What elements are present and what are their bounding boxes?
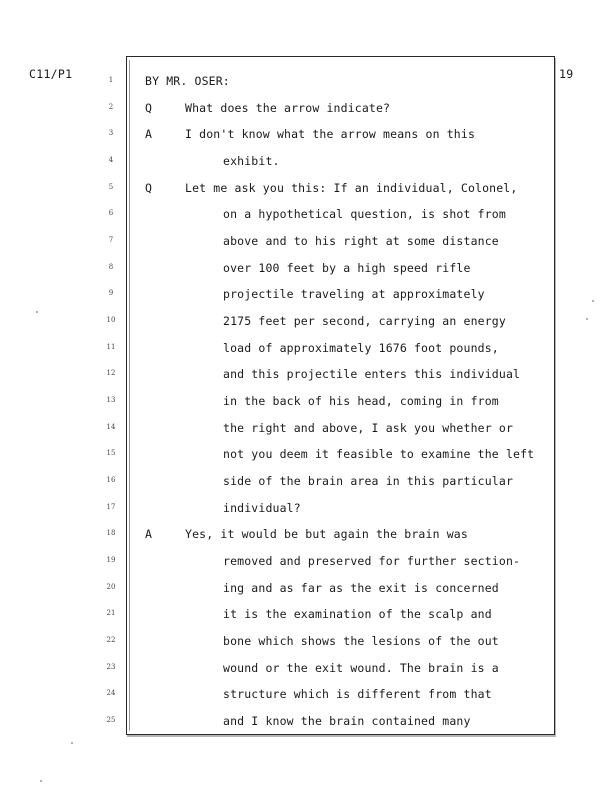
line-number: 9 (108, 289, 114, 298)
scan-speck (40, 780, 42, 782)
transcript-line-text: individual? (223, 500, 301, 515)
transcript-line-text: projectile traveling at approximately (223, 287, 485, 302)
speaker-label: Q (145, 180, 153, 195)
transcript-line-text: not you deem it feasible to examine the left (223, 447, 535, 462)
page-number: 19 (559, 67, 574, 81)
left-margin-rule (129, 60, 130, 731)
line-number: 13 (106, 395, 116, 404)
transcript-line-text: in the back of his head, coming in from (223, 393, 499, 408)
transcript-line-text: on a hypothetical question, is shot from (223, 207, 506, 222)
transcript-line-text: the right and above, I ask you whether or (223, 420, 514, 435)
transcript-line-text: ing and as far as the exit is concerned (223, 580, 499, 595)
transcript-line-text: and I know the brain contained many (223, 713, 471, 728)
transcript-line-text: removed and preserved for further section- (223, 553, 521, 568)
line-number: 7 (108, 235, 114, 244)
transcript-line-text: 2175 feet per second, carrying an energy (223, 313, 506, 328)
transcript-line-text: side of the brain area in this particular (223, 473, 514, 488)
line-number: 12 (106, 369, 116, 378)
line-number: 17 (106, 502, 116, 511)
transcript-line-text: structure which is different from that (223, 687, 492, 702)
transcript-line-text: Yes, it would be but again the brain was (185, 527, 468, 542)
line-number: 4 (108, 155, 114, 164)
transcript-line-text: What does the arrow indicate? (185, 100, 391, 115)
line-number: 25 (106, 715, 116, 724)
speaker-label: A (145, 527, 153, 542)
line-number: 24 (106, 689, 116, 698)
transcript-line-text: above and to his right at some distance (223, 233, 499, 248)
transcript-line-text: bone which shows the lesions of the out (223, 633, 499, 648)
line-number: 18 (106, 529, 116, 538)
line-number: 22 (106, 635, 116, 644)
line-number: 20 (106, 582, 116, 591)
transcript-line-text: load of approximately 1676 foot pounds, (223, 340, 499, 355)
line-number: 14 (106, 422, 116, 431)
line-number: 5 (108, 182, 114, 191)
line-number: 8 (108, 262, 114, 271)
transcript-line-text: wound or the exit wound. The brain is a (223, 660, 499, 675)
transcript-line-text: BY MR. OSER: (145, 74, 230, 88)
transcript-line-text: exhibit. (223, 153, 280, 168)
line-number: 15 (106, 449, 116, 458)
transcript-line-text: over 100 feet by a high speed rifle (223, 260, 471, 275)
transcript-line-text: I don't know what the arrow means on this (185, 127, 476, 142)
transcript-line-text: Let me ask you this: If an individual, Colonel, (185, 180, 518, 195)
speaker-label: A (145, 127, 153, 142)
line-number: 1 (108, 76, 114, 84)
line-number: 2 (108, 102, 114, 111)
scan-speck (36, 311, 38, 313)
line-number: 10 (106, 315, 116, 324)
line-number: 6 (108, 209, 114, 218)
scan-speck (71, 742, 73, 744)
line-number: 23 (106, 662, 116, 671)
transcript-line-text: and this projectile enters this individual (223, 367, 521, 382)
line-number: 3 (108, 129, 114, 138)
line-number: 11 (106, 342, 116, 351)
line-number: 19 (106, 555, 116, 564)
transcript-line-text: it is the examination of the scalp and (223, 607, 492, 622)
line-number: 21 (106, 609, 116, 618)
case-reference: C11/P1 (29, 67, 73, 81)
speaker-label: Q (145, 100, 153, 115)
line-number: 16 (106, 475, 116, 484)
scan-speck (586, 318, 588, 320)
scan-speck (592, 300, 594, 302)
